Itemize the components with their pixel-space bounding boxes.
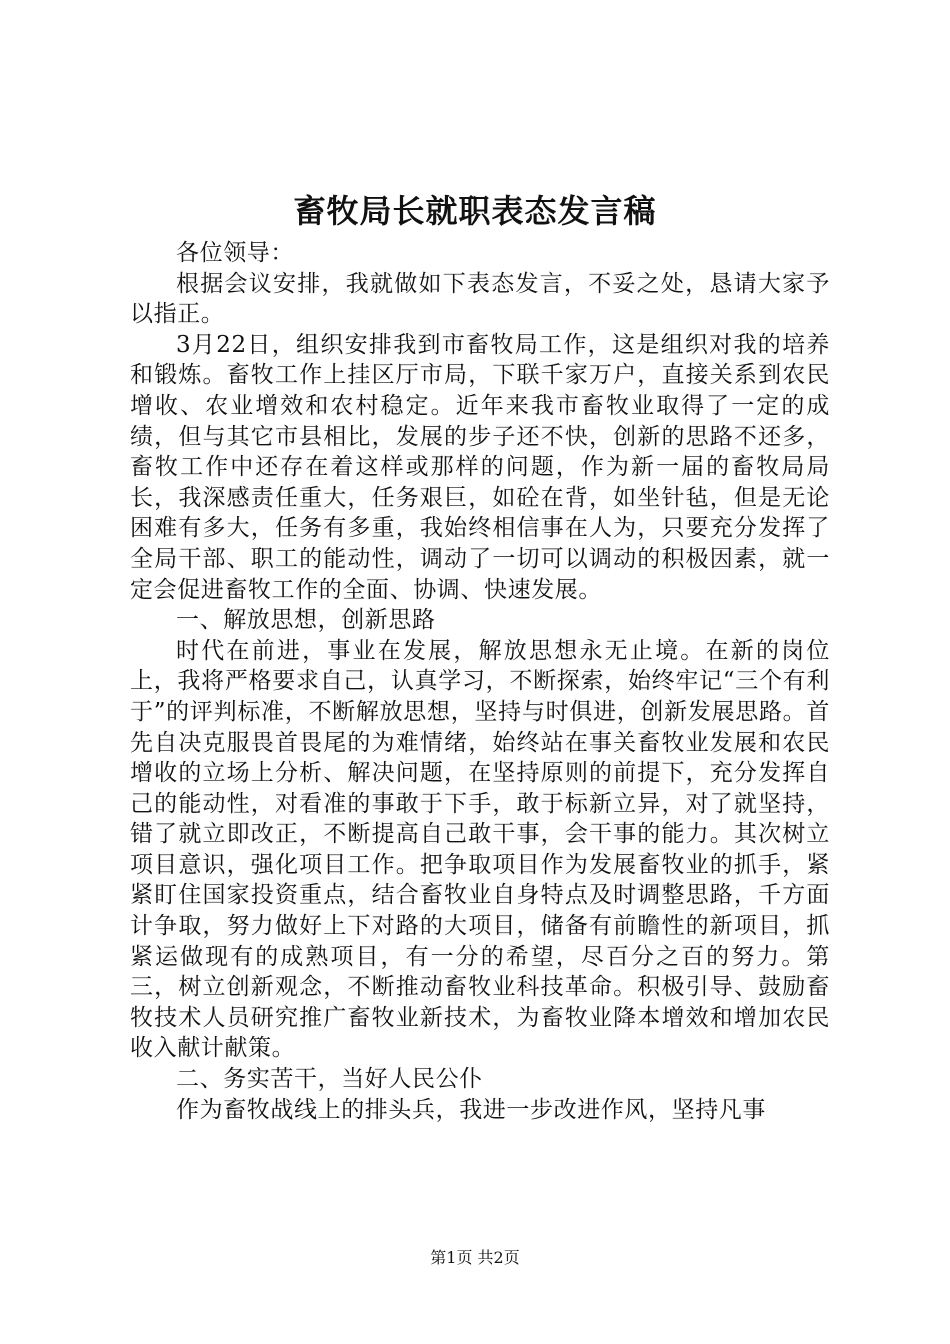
page-number-footer: 第1页 共2页 [430, 1248, 520, 1267]
paragraph-background: 3月22日，组织安排我到市畜牧局工作，这是组织对我的培养和锻炼。畜牧工作上挂区厅市局，下联千家万户，直接关系到农民增收、农业增效和农村稳定。近年来我市畜牧业取得了一定的成绩，但与其它市县相比，发展的步子还不快，创新的思路不还多，畜牧工作中还存在着这样或那样的问题，作为新一届的畜牧局局长，我深感责任重大，任务艰巨，如砼在背，如坐针毡，但是无论困难有多大，任务有多重，我始终相信事在人为，只要充分发挥了全局干部、职工的能动性，调动了一切可以调动的积极因素，就一定会促进畜牧工作的全面、协调、快速发展。 [130, 331, 830, 603]
paragraph-section-2: 作为畜牧战线上的排头兵，我进一步改进作风，坚持凡事 [176, 1096, 766, 1123]
section-heading-2: 二、务实苦干，当好人民公仆 [176, 1066, 483, 1093]
document-title: 畜牧局长就职表态发言稿 [293, 192, 657, 230]
section-heading-1: 一、解放思想，创新思路 [176, 607, 436, 634]
salutation: 各位领导： [176, 240, 294, 266]
document-body [130, 238, 830, 1125]
paragraph-intro: 根据会议安排，我就做如下表态发言，不妥之处，恳请大家予以指正。 [130, 270, 830, 328]
paragraph-section-1: 时代在前进，事业在发展，解放思想永无止境。在新的岗位上，我将严格要求自己，认真学习，不断探索，始终牢记“三个有利于”的评判标准，不断解放思想，坚持与时俱进，创新发展思路。首先自决克服畏首畏尾的为难情绪，始终站在事关畜牧业发展和农民增收的立场上分析、解决问题，在坚持原则的前提下，充分发挥自己的能动性，对看准的事敢于下手，敢于标新立异，对了就坚持，错了就立即改正，不断提高自己敢干事，会干事的能力。其次树立项目意识，强化项目工作。把争取项目作为发展畜牧业的抓手，紧紧盯住国家投资重点，结合畜牧业自身特点及时调整思路，千方面计争取，努力做好上下对路的大项目，储备有前瞻性的新项目，抓紧运做现有的成熟项目，有一分的希望，尽百分之百的努力。第三，树立创新观念，不断推动畜牧业科技革命。积极引导、鼓励畜牧技术人员研究推广畜牧业新技术，为畜牧业降本增效和增加农民收入献计献策。 [130, 637, 830, 1062]
